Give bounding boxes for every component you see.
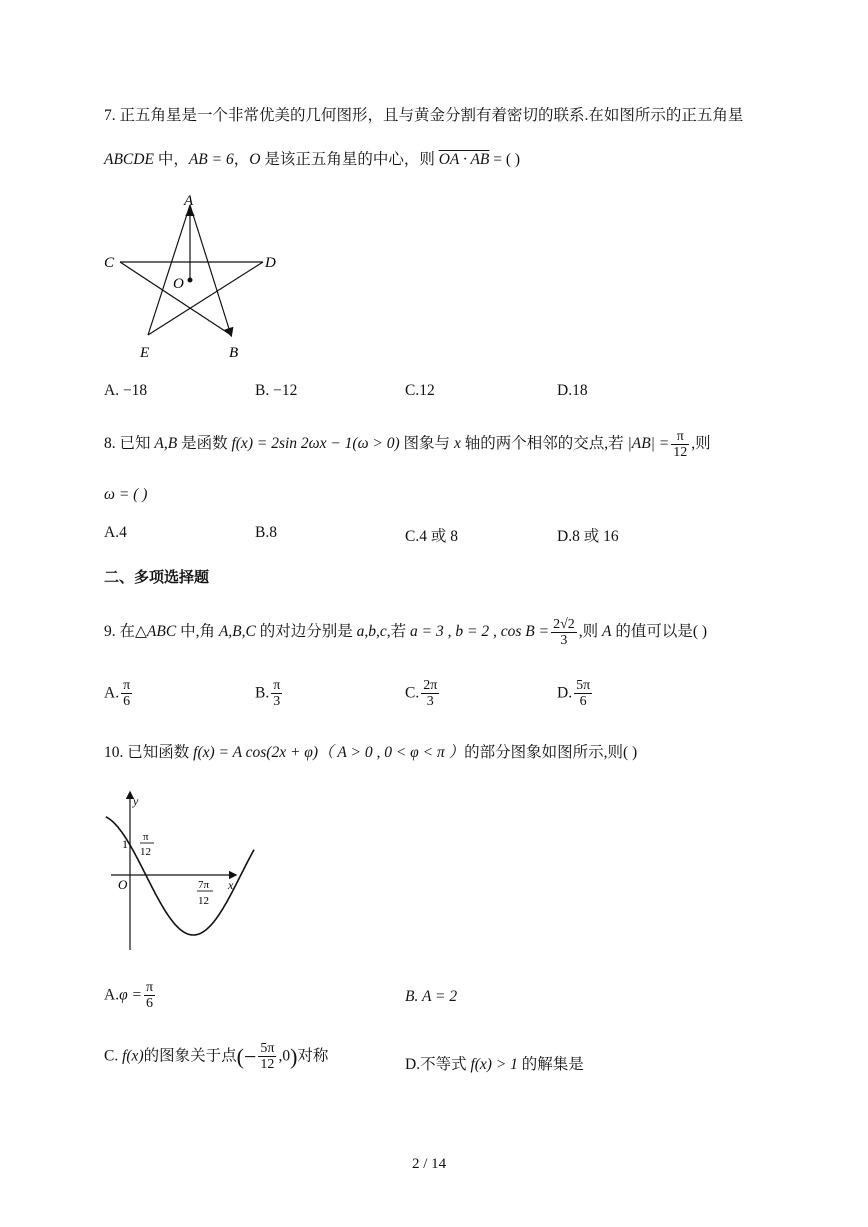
q8-option-c[interactable]: C.4 或 8 (405, 528, 458, 545)
tick1-num: π (143, 831, 149, 843)
q10-function: f(x) = A cos(2x + φ) (193, 744, 319, 761)
q9-opt-num: 5π (576, 678, 591, 693)
q9-opt-num: π (123, 678, 131, 693)
label-d: D (265, 255, 276, 271)
graph-x-label: x (228, 878, 234, 892)
q9-opt-label: A. (104, 684, 120, 702)
q10-optd-suffix: 的解集是 (517, 1056, 584, 1073)
q9-opt-frac (271, 678, 282, 710)
q7-ab-length: AB = 6 (188, 151, 234, 168)
q10-optc-frac (258, 1041, 276, 1073)
q10-line1 (104, 743, 637, 763)
q9-opt-den: 6 (123, 694, 131, 710)
star-edge-de (148, 262, 263, 335)
q9-text: 的对边分别是 (255, 623, 357, 640)
q8-x: x (453, 435, 461, 452)
q7-line1: 7. 正五角星是一个非常优美的几何图形，且与黄金分割有着密切的联系.在如图所示的正五角星 (104, 107, 744, 124)
q10-optc-den: 12 (260, 1057, 275, 1073)
q9-fraction (551, 617, 577, 649)
cosine-curve (106, 817, 254, 935)
q8-points: A,B (154, 435, 178, 452)
q8-text: 8. 已知 (104, 435, 155, 452)
q7-text: ， (233, 151, 250, 168)
q7-star-name: ABCDE (104, 151, 154, 168)
q9-angles: A,B,C (218, 623, 256, 640)
q10-optc-num: 5π (260, 1041, 275, 1056)
label-o: O (173, 276, 184, 292)
q9-opt-den: 3 (426, 694, 434, 710)
q7-option-c[interactable]: C.12 (405, 382, 435, 399)
q10-optc-prefix: C. (104, 1047, 123, 1065)
q9-option-d[interactable] (557, 678, 594, 710)
q9-line1 (104, 612, 707, 652)
q9-conditions: a = 3 , b = 2 , cos B = (410, 623, 550, 640)
q10-opta-num: π (146, 980, 154, 995)
q8-line2: ω = ( ) (104, 486, 148, 503)
q10-optc-lparen: (− (236, 1043, 257, 1069)
q9-opt-label: D. (557, 684, 573, 702)
q8-option-b[interactable]: B.8 (255, 524, 277, 541)
q7-text: 是该正五角星的中心，则 (260, 151, 439, 168)
q8-frac-den: 12 (673, 444, 688, 460)
q9-sides: a,b,c (356, 623, 387, 640)
q9-opt-frac (121, 678, 132, 710)
q9-option-b[interactable] (255, 678, 284, 710)
q10-optd-func: f(x) > 1 (470, 1056, 518, 1073)
q10-text: 的部分图象如图所示,则( ) (464, 744, 638, 761)
star-edge-ea (148, 205, 190, 335)
q10-opta-label: A. (104, 986, 120, 1004)
tick2-den: 12 (198, 895, 209, 907)
center-point-o (188, 278, 193, 283)
q10-optc-tail: ,0 (278, 1047, 291, 1065)
label-b: B (229, 345, 239, 361)
q8-line1 (104, 426, 711, 462)
cosine-graph (95, 785, 255, 957)
q9-opt-den: 6 (579, 694, 587, 710)
q9-text: ,若 (386, 623, 411, 640)
q9-option-a[interactable] (104, 678, 134, 710)
q7-option-d[interactable]: D.18 (557, 382, 588, 399)
q10-optc-suffix: 对称 (297, 1047, 329, 1065)
q8-frac-num: π (671, 429, 689, 445)
q10-opta-frac (144, 980, 155, 1012)
q8-option-d[interactable]: D.8 或 16 (557, 528, 619, 545)
q7-center: O (249, 151, 261, 168)
q9-opt-label: C. (405, 684, 420, 702)
q9-frac-num: 2√2 (553, 616, 575, 632)
section-title: 二、多项选择题 (104, 569, 210, 586)
tick2-num: 7π (198, 879, 210, 891)
q10-opta-lhs: φ = (119, 986, 142, 1004)
q10-option-c[interactable] (104, 1041, 328, 1073)
q9-opt-num: π (273, 678, 281, 693)
q7-text: 中， (153, 151, 189, 168)
q9-opt-num: 2π (423, 678, 438, 693)
vector-ab-arrow (190, 205, 231, 335)
tick1-den: 12 (140, 846, 151, 858)
q9-text: ,则 (578, 623, 603, 640)
graph-one-label: 1 (122, 837, 128, 851)
label-c: C (104, 255, 115, 271)
q10-option-b[interactable]: B. A = 2 (405, 988, 458, 1005)
q8-option-a[interactable]: A.4 (104, 524, 127, 541)
q7-option-b[interactable]: B. −12 (255, 382, 298, 399)
q9-text: 中,角 (176, 623, 219, 640)
q10-text: 10. 已知函数 (104, 744, 194, 761)
label-e: E (140, 345, 150, 361)
q10-opta-den: 6 (146, 996, 154, 1012)
pentagram-figure (95, 185, 295, 365)
q7-dot-product: OA · AB (438, 151, 490, 168)
q8-text: 图象与 (399, 435, 454, 452)
q9-opt-label: B. (255, 684, 270, 702)
q7-option-a[interactable]: A. −18 (104, 382, 148, 399)
q7-answer-blank: = ( ) (489, 151, 521, 168)
graph-origin-label: O (118, 877, 128, 892)
q9-opt-frac (574, 678, 592, 710)
q9-angle-a: A (602, 623, 612, 640)
q9-option-c[interactable] (405, 678, 441, 710)
q10-optc-rparen: ) (290, 1043, 298, 1069)
q8-text: 轴的两个相邻的交点,若 (460, 435, 628, 452)
q10-conditions: （ A > 0 , 0 < φ < π ） (318, 744, 465, 761)
graph-y-label: y (133, 794, 139, 808)
q7-line2 (104, 150, 520, 170)
star-edge-cb (120, 262, 231, 335)
q9-text: 的值可以是( ) (611, 623, 708, 640)
q8-text: ,则 (691, 435, 711, 452)
q9-triangle: ABC (146, 623, 177, 640)
q8-abs-ab: |AB| = (627, 435, 670, 452)
q8-text: 是函数 (177, 435, 232, 452)
q10-optc-func: f(x) (122, 1047, 144, 1065)
q10-optc-mid: 的图象关于点 (143, 1047, 237, 1065)
q10-option-d[interactable] (405, 1052, 584, 1074)
q9-frac-den: 3 (560, 632, 568, 648)
label-a: A (184, 193, 194, 209)
q8-fraction (671, 429, 689, 461)
q9-opt-frac (421, 678, 439, 710)
page-number: 2 / 14 (412, 1156, 447, 1172)
q10-option-a[interactable] (104, 980, 157, 1012)
q10-optd-prefix: D.不等式 (405, 1056, 471, 1073)
q9-opt-den: 3 (273, 694, 281, 710)
q8-function: f(x) = 2sin 2ωx − 1(ω > 0) (231, 435, 400, 452)
q9-text: 9. 在△ (104, 623, 147, 640)
